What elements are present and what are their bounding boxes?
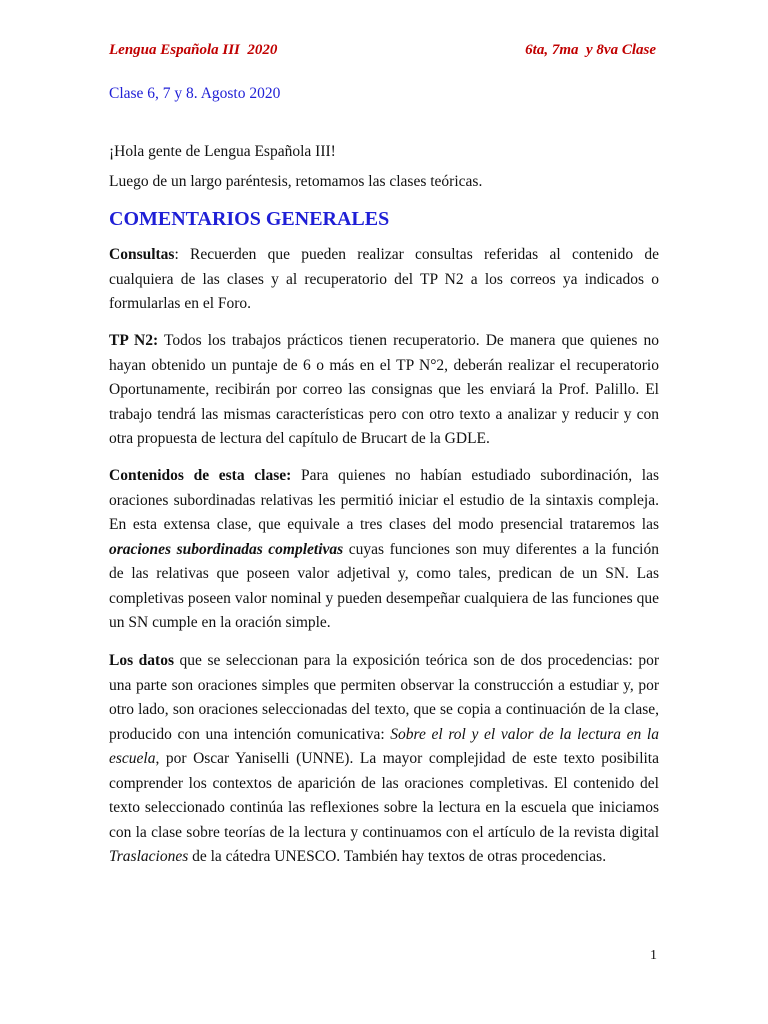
text-line: texto seleccionado continúa las reflexiones sobre la lectura en la escuela que iniciamos: [109, 799, 659, 816]
datos-label: Los datos: [109, 652, 174, 669]
header-course-title: Lengua Española III 2020: [109, 42, 278, 58]
text-run: producido con una intención comunicativa:: [109, 725, 391, 743]
text-run: Todos los trabajos prácticos tienen recuperatorio. De manera que quienes no: [158, 332, 659, 349]
text-line: una parte son oraciones simples que permiten observar la construcción a estudiar y, por: [109, 676, 659, 694]
consultas-label: Consultas: [109, 246, 175, 263]
article-title-cont: escuela: [109, 750, 156, 767]
text-line: trabajo tendrá las mismas características pero con otro texto a analizar y reducir y con: [109, 405, 659, 423]
contenidos-paragraph: [109, 464, 659, 636]
text-run: Para quienes no habían estudiado subordinación, las: [291, 467, 659, 484]
text-run: : Recuerden que pueden realizar consultas referidas al contenido de: [174, 246, 659, 263]
text-line: un SN cumple en la oración simple.: [109, 614, 331, 631]
text-line: [109, 538, 659, 563]
tp-paragraph: [109, 329, 659, 452]
text-line: Oportunamente, recibirán por correo las consignas que les enviará la Prof. Palillo. El: [109, 381, 659, 398]
text-line: oraciones subordinadas relativas les permitió iniciar el estudio de la sintaxis compleja.: [109, 491, 659, 509]
article-title: Sobre el rol y el valor de la lectura en la: [390, 725, 659, 743]
intro-paragraph: Luego de un largo paréntesis, retomamos las clases teóricas.: [109, 173, 483, 190]
text-run: que se seleccionan para la exposición teórica son de dos procedencias: por: [174, 652, 659, 669]
text-run: cuyas funciones son muy diferentes a la función: [343, 540, 659, 558]
text-line: comprender los contextos de aparición de las oraciones completivas. El contenido del: [109, 774, 659, 792]
journal-title: Traslaciones: [109, 848, 189, 865]
emphasis-completivas: oraciones subordinadas completivas: [109, 540, 344, 558]
greeting-paragraph: ¡Hola gente de Lengua Española III!: [109, 143, 336, 160]
text-line: [109, 329, 659, 354]
consultas-paragraph: [109, 243, 659, 317]
text-line: [109, 845, 659, 870]
text-line: otra propuesta de lectura del capítulo de Brucart de la GDLE.: [109, 430, 490, 447]
header-class-numbers: 6ta, 7ma y 8va Clase: [525, 42, 656, 58]
section-heading: COMENTARIOS GENERALES: [109, 208, 390, 230]
text-line: completivas poseen valor nominal y pueden desempeñar cualquiera de las funciones que: [109, 589, 659, 607]
text-run: de la cátedra UNESCO. También hay textos de otras procedencias.: [188, 848, 607, 865]
text-run: , por Oscar Yaniselli (UNNE). La mayor complejidad de este texto posibilita: [155, 750, 659, 767]
page-number: 1: [650, 948, 657, 963]
text-line: [109, 243, 659, 268]
text-line: con la clase sobre teorías de la lectura y continuamos con el artículo de la revista digital: [109, 823, 659, 841]
class-date-line: Clase 6, 7 y 8. Agosto 2020: [109, 85, 281, 102]
text-line: de las relativas que poseen valor adjetival y, como tales, predican de un SN. Las: [109, 565, 659, 582]
text-line: [109, 723, 659, 748]
text-line: otro lado, son oraciones seleccionadas del texto, que se copia a continuación de la clase,: [109, 701, 659, 718]
text-line: En esta extensa clase, que equivale a tres clases del modo presencial trataremos las: [109, 516, 659, 533]
text-line: hayan obtenido un puntaje de 6 o más en el TP N°2, deberán realizar el recuperatorio: [109, 356, 659, 374]
text-line: formularlas en el Foro.: [109, 295, 252, 312]
datos-paragraph: [109, 649, 659, 870]
text-line: [109, 464, 659, 489]
text-line: [109, 747, 659, 772]
tp-label: TP N2:: [109, 332, 159, 349]
text-line: [109, 649, 659, 674]
contenidos-label: Contenidos de esta clase:: [109, 467, 292, 484]
text-line: cualquiera de las clases y al recuperatorio del TP N2 a los correos ya indicados o: [109, 270, 659, 288]
